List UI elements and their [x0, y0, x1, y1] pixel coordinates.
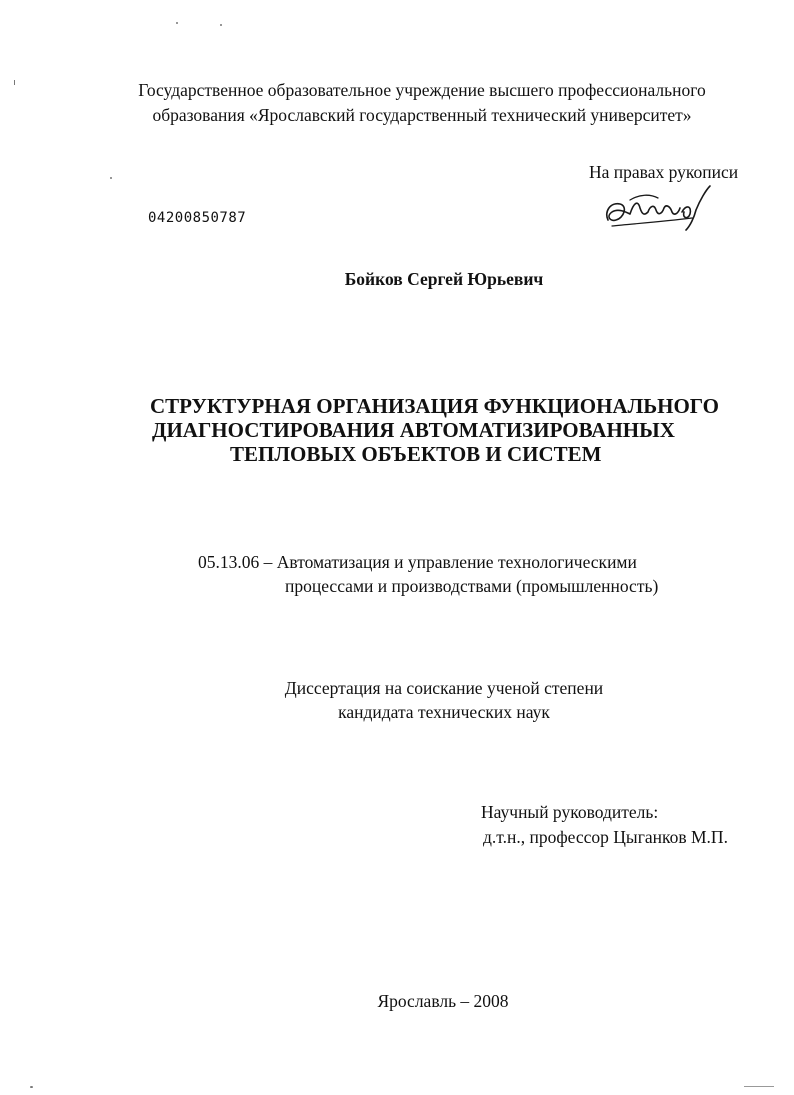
scan-speck — [30, 1086, 33, 1088]
title-line-1: СТРУКТУРНАЯ ОРГАНИЗАЦИЯ ФУНКЦИОНАЛЬНОГО — [150, 394, 719, 418]
supervisor-label: Научный руководитель: — [481, 802, 659, 822]
organization-line-2: образования «Ярославский государственный технический университет» — [152, 105, 692, 125]
specialty-line-1: 05.13.06 – Автоматизация и управление технологическими — [198, 552, 637, 572]
organization-line-1: Государственное образовательное учреждение высшего профессионального — [138, 80, 706, 100]
scan-speck — [176, 22, 178, 24]
manuscript-rights-note: На правах рукописи — [589, 162, 739, 182]
title-line-3: ТЕПЛОВЫХ ОБЪЕКТОВ И СИСТЕМ — [230, 442, 602, 466]
specialty-code — [198, 550, 658, 598]
scan-speck — [220, 24, 222, 26]
dissertation-title — [150, 394, 719, 466]
scan-speck — [744, 1086, 774, 1087]
degree-line-2: кандидата технических наук — [338, 702, 550, 722]
city-year: Ярославль – 2008 — [377, 991, 509, 1011]
specialty-line-2: процессами и производствами (промышленность) — [285, 576, 659, 596]
organization-header — [0, 78, 794, 128]
scan-speck — [110, 177, 112, 179]
supervisor-name: д.т.н., профессор Цыганков М.П. — [483, 827, 728, 847]
title-line-2: ДИАГНОСТИРОВАНИЯ АВТОМАТИЗИРОВАННЫХ — [152, 418, 675, 442]
scientific-supervisor — [481, 800, 728, 850]
author-name: Бойков Сергей Юрьевич — [344, 269, 544, 289]
degree-line-1: Диссертация на соискание ученой степени — [284, 678, 604, 698]
catalog-number: 04200850787 — [148, 210, 247, 226]
handwritten-signature — [600, 182, 718, 234]
degree-statement — [0, 676, 794, 724]
